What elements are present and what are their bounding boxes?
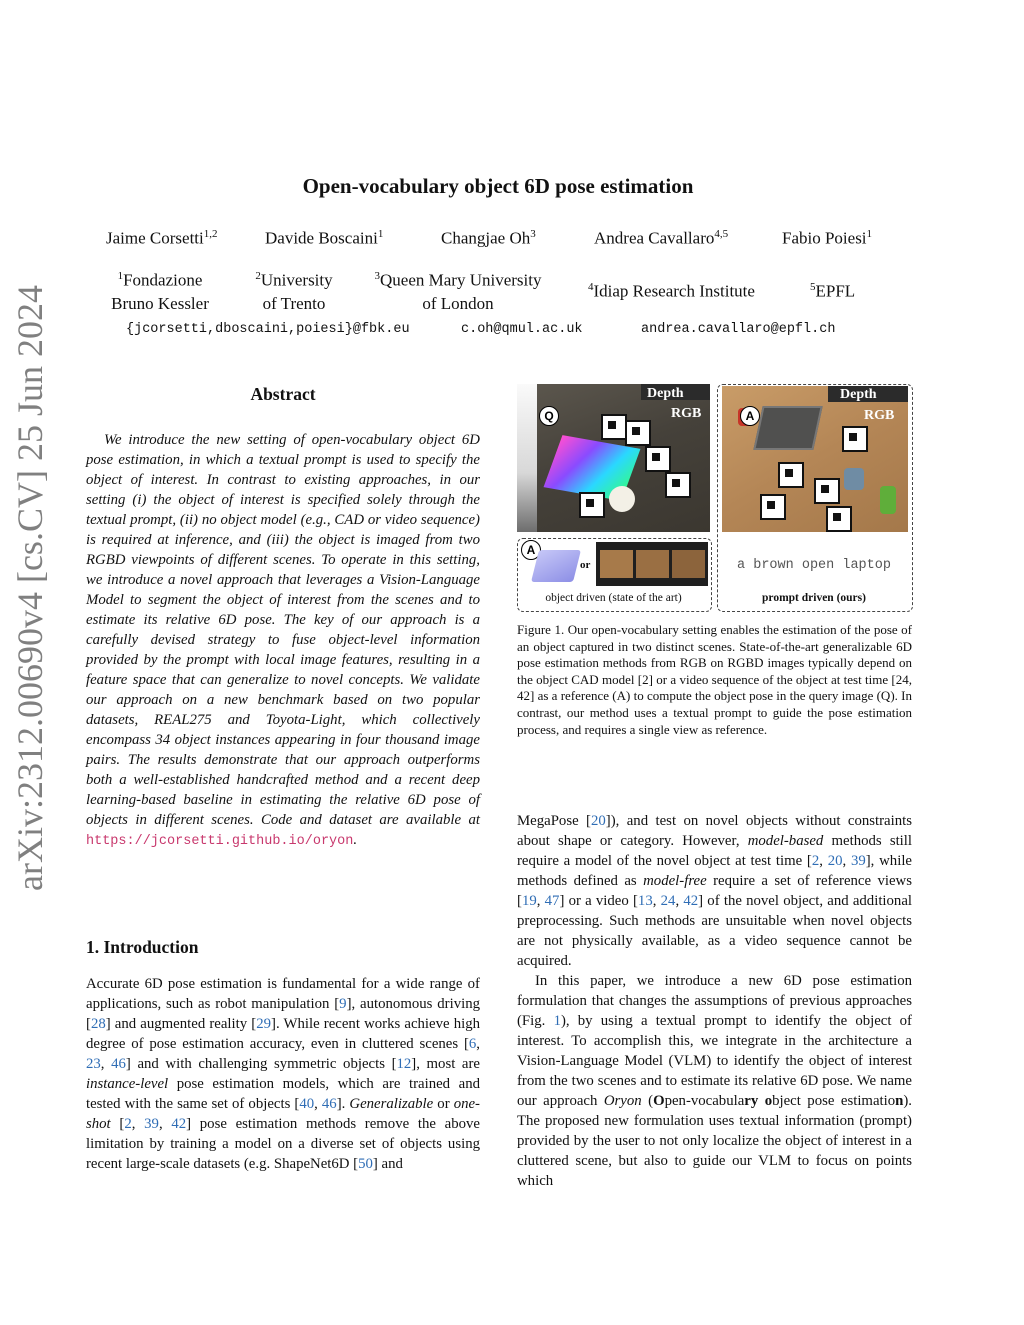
- author-3: Changjae Oh$^3$: [441, 228, 536, 248]
- citation-40[interactable]: 40: [299, 1096, 315, 1112]
- citation-6[interactable]: 6: [468, 1036, 477, 1052]
- citation-42b[interactable]: 42: [683, 893, 699, 909]
- citation-13[interactable]: 13: [637, 893, 653, 909]
- cad-model-image: [531, 550, 581, 582]
- author-2: Davide Boscaini$^1$: [265, 228, 384, 248]
- citation-46b[interactable]: 46: [321, 1096, 337, 1112]
- query-scene-image: [517, 384, 710, 532]
- affiliation-5: $^5$EPFL: [810, 281, 856, 301]
- affiliation-2: $^2$University of Trento: [255, 270, 333, 313]
- project-link[interactable]: https://jcorsetti.github.io/oryon: [86, 834, 354, 849]
- email-epfl: andrea.cavallaro@epfl.ch: [641, 322, 836, 337]
- anchor-scene-image: [722, 386, 908, 532]
- or-label: or: [580, 559, 591, 571]
- left-caption: object driven (state of the art): [545, 592, 682, 604]
- email-fbk: {jcorsetti,dboscaini,poiesi}@fbk.eu: [126, 322, 410, 337]
- right-caption: prompt driven (ours): [762, 592, 866, 604]
- author-5: Fabio Poiesi$^1$: [782, 228, 873, 248]
- citation-24[interactable]: 24: [660, 893, 676, 909]
- citation-2[interactable]: 2: [124, 1116, 132, 1132]
- citation-47[interactable]: 47: [544, 893, 560, 909]
- author-1: Jaime Corsetti$^{1,2}$: [106, 228, 218, 248]
- video-strip-image: [596, 542, 708, 586]
- anchor-marker-object: A: [521, 540, 541, 560]
- arxiv-side-identifier: arXiv:2312.00690v4 [cs.CV] 25 Jun 2024: [10, 285, 50, 891]
- figure-1: [517, 384, 913, 614]
- prompt-text: a brown open laptop: [737, 558, 891, 573]
- section-heading: 1. Introduction: [86, 937, 199, 957]
- figure-1-link[interactable]: 1: [553, 1013, 561, 1029]
- citation-9[interactable]: 9: [339, 996, 347, 1012]
- figure-caption: Figure 1. Our open-vocabulary setting enables the estimation of the pose of an object captured in two distinct scenes. State-of-the-art generalizable 6D pose estimation methods from RGB on RGBD images typically depend on the object CAD model [2] or a video sequence of the object at test time [24, 42] as a reference (A) to compute the object pose in the query image (Q). In contrast, our method uses a textual prompt to guide the pose estimation process, and requires a single view as reference.: [517, 622, 912, 737]
- email-qmul: c.oh@qmul.ac.uk: [461, 322, 583, 337]
- anchor-marker: A: [740, 406, 760, 426]
- citation-20[interactable]: 20: [590, 813, 606, 829]
- intro-paragraph: Accurate 6D pose estimation is fundamental for a wide range of applications, such as robot manipulation [9], autonomous driving [28] and augmented reality [29]. While recent works achieve high degree of pose estimation accuracy, even in cluttered scenes [6, 23, 46] and with challenging symmetric objects [12], most are instance-level pose estimation models, which are trained and tested with the same set of objects [40, 46]. Generalizable or one-shot [2, 39, 42] pose estimation methods remove the above limitation by training a model on a diverse set of objects using recent large-scale datasets (e.g. ShapeNet6D [50] and: [86, 976, 481, 1172]
- citation-29[interactable]: 29: [256, 1016, 272, 1032]
- citation-28[interactable]: 28: [90, 1016, 106, 1032]
- affiliation-4: $^4$Idiap Research Institute: [588, 281, 755, 301]
- citation-19[interactable]: 19: [521, 893, 537, 909]
- citation-2b[interactable]: 2: [811, 853, 820, 869]
- citation-23[interactable]: 23: [86, 1056, 101, 1072]
- abstract-body: We introduce the new setting of open-vocabulary object 6D pose estimation, in which a textual prompt is used to specify the object of interest. In contrast to existing approaches, in our setting (i) the object of interest is specified solely through the textual prompt, (ii) no object model (e.g., CAD or video sequence) is required at inference, and (iii) the object is imaged from two RGBD viewpoints of different scenes. To operate in this setting, we introduce a novel approach that leverages a Vision-Language Model to segment the object of interest from the scenes and to estimate its relative 6D pose. The key of our approach is a carefully devised strategy to fuse object-level information provided by the prompt with local image features, resulting in a feature space that can generalize to novel concepts. We validate our approach on a new benchmark based on two popular datasets, REAL275 and Toyota-Light, which collectively encompass 34 object instances appearing in four thousand image pairs. The results demonstrate that our approach outperforms both a well-established handcrafted method and a recent deep learning-based baseline in estimating the relative 6D pose of objects in different scenes. Code and dataset are available at https://jcorsetti.github.io/oryon.: [86, 432, 480, 849]
- abstract-heading: Abstract: [250, 384, 316, 404]
- citation-39[interactable]: 39: [144, 1116, 159, 1132]
- right-column-text: MegaPose [20]), and test on novel objects without constraints about shape or category. However, model-based methods still require a model of the novel object at test time [2, 20, 39], while methods defined as model-free require a set of reference views [19, 47] or a video [13, 24, 42] of the novel object, and additional preprocessing. Such methods are unsuitable when novel objects are not physically available, as a video sequence cannot be acquired. In this paper, we introduce a new 6D pose estimation formulation that changes the assumptions of previous approaches (Fig. 1), by using a textual prompt to identify the object of interest. To accomplish this, we integrate in the architecture a Vision-Language Model (VLM) to identify the object of interest from the two scenes and to estimate its relative 6D pose. We name our approach Oryon (Open-vocabulary object pose estimation). The proposed new formulation uses textual information (prompt) provided by the user to not only localize the object of interest in a cluttered scene, but also to guide our VLM to focus on points which: [517, 813, 913, 1189]
- citation-12[interactable]: 12: [396, 1056, 412, 1072]
- citation-39b[interactable]: 39: [850, 853, 866, 869]
- citation-20b[interactable]: 20: [827, 853, 843, 869]
- depth-label: Depth: [647, 386, 684, 401]
- citation-46[interactable]: 46: [111, 1056, 126, 1072]
- citation-42[interactable]: 42: [171, 1116, 187, 1132]
- depth-label-2: Depth: [840, 387, 877, 402]
- affiliation-3: $^3$Queen Mary University of London: [374, 270, 542, 313]
- rgb-label: RGB: [671, 406, 702, 421]
- paper-title: Open-vocabulary object 6D pose estimation: [302, 174, 694, 198]
- rgb-label-2: RGB: [864, 408, 895, 423]
- affiliation-1: $^1$Fondazione Bruno Kessler: [111, 270, 209, 313]
- author-4: Andrea Cavallaro$^{4,5}$: [594, 228, 729, 248]
- query-marker: Q: [539, 406, 559, 426]
- citation-50[interactable]: 50: [358, 1156, 373, 1172]
